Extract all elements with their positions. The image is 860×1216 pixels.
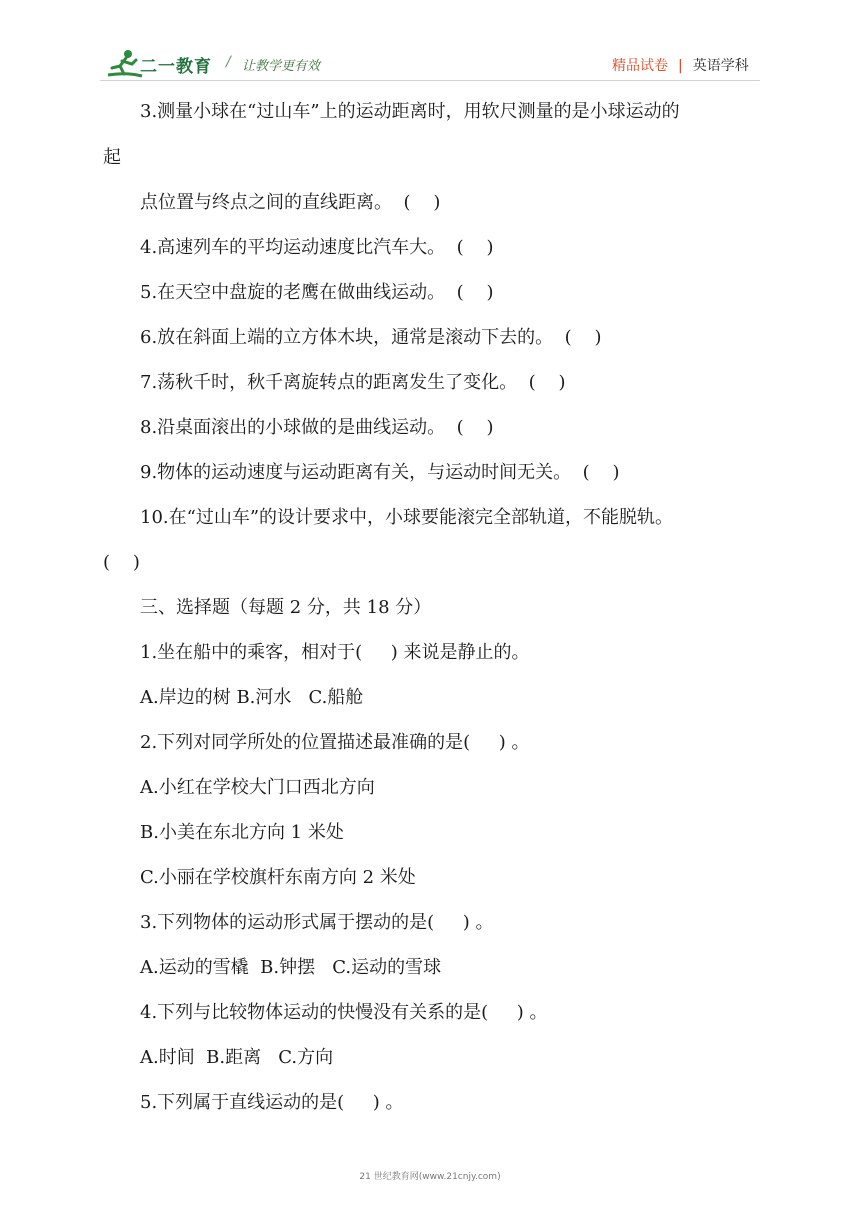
- page-header: [0, 0, 860, 90]
- slogan-separator: /: [226, 54, 231, 70]
- question-line: 2.下列对同学所处的位置描述最准确的是( ) 。: [140, 732, 530, 753]
- question-line: 1.坐在船中的乘客，相对于( ) 来说是静止的。: [140, 642, 530, 663]
- question-line: ( ): [103, 552, 140, 573]
- question-line: 8.沿桌面滚出的小球做的是曲线运动。 ( ): [140, 417, 494, 438]
- question-line: 起: [103, 147, 121, 168]
- header-tags: [612, 55, 749, 75]
- question-line: 3.下列物体的运动形式属于摆动的是( ) 。: [140, 912, 494, 933]
- quality-tag: 精品试卷: [612, 58, 668, 74]
- slogan: 让教学更有效: [242, 59, 321, 74]
- question-line: 点位置与终点之间的直线距离。 ( ): [140, 192, 441, 213]
- question-line: 5.下列属于直线运动的是( ) 。: [140, 1092, 404, 1113]
- tag-divider: |: [678, 58, 683, 74]
- option-line: A.时间 B.距离 C.方向: [140, 1047, 334, 1068]
- question-line: 6.放在斜面上端的立方体木块，通常是滚动下去的。 ( ): [140, 327, 602, 348]
- subject-tag: 英语学科: [692, 58, 749, 74]
- question-line: 9.物体的运动速度与运动距离有关，与运动时间无关。 ( ): [140, 462, 620, 483]
- header-divider: [100, 80, 760, 81]
- option-line: A.岸边的树 B.河水 C.船舱: [140, 687, 364, 708]
- page-footer: 21 世纪教育网(www.21cnjy.com): [359, 1172, 501, 1182]
- logo-text: 二一教育: [140, 57, 212, 77]
- option-line: A.小红在学校大门口西北方向: [140, 777, 375, 798]
- question-line: 5.在天空中盘旋的老鹰在做曲线运动。 ( ): [140, 282, 494, 303]
- question-line: 10.在“过山车”的设计要求中，小球要能滚完全部轨道，不能脱轨。: [140, 507, 674, 528]
- question-line: 7.荡秋千时，秋千离旋转点的距离发生了变化。 ( ): [140, 372, 566, 393]
- option-line: B.小美在东北方向 1 米处: [140, 822, 344, 843]
- option-line: A.运动的雪橇 B.钟摆 C.运动的雪球: [140, 957, 442, 978]
- question-line: 3.测量小球在“过山车”上的运动距离时，用软尺测量的是小球运动的: [140, 101, 680, 122]
- question-line: 4.下列与比较物体运动的快慢没有关系的是( ) 。: [140, 1002, 548, 1023]
- section-heading: 三、选择题（每题 2 分，共 18 分）: [140, 597, 432, 618]
- option-line: C.小丽在学校旗杆东南方向 2 米处: [140, 867, 416, 888]
- question-line: 4.高速列车的平均运动速度比汽车大。 ( ): [140, 237, 494, 258]
